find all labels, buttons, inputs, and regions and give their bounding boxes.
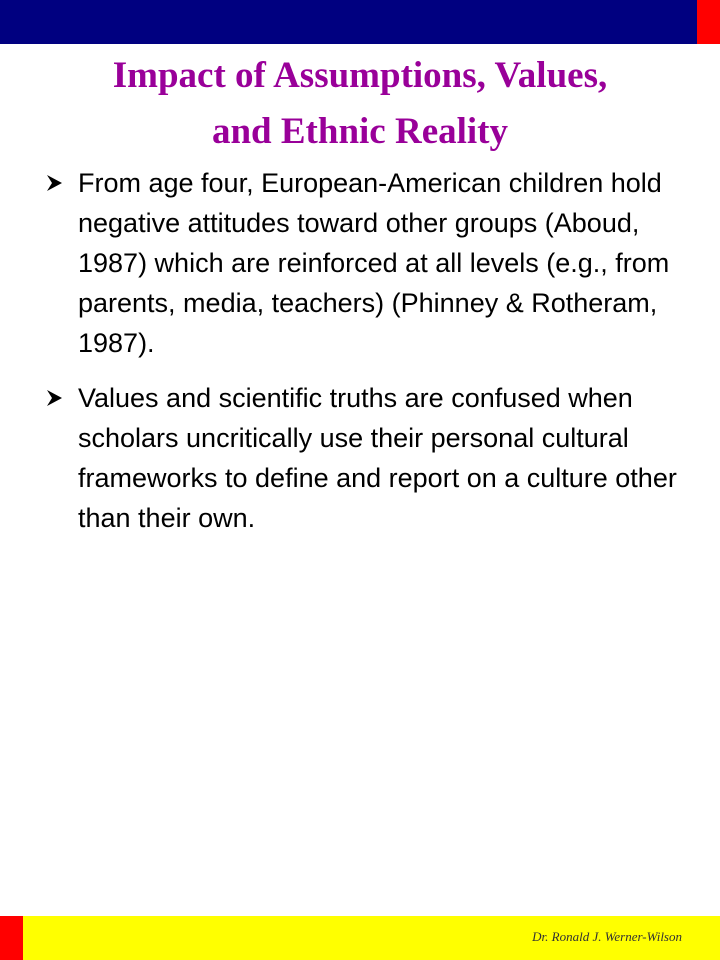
bullet-item [44, 378, 684, 538]
top-red-accent [697, 0, 720, 44]
slide-title-line-2: and Ethnic Reality [211, 111, 509, 152]
bullet-text: Values and scientific truths are confused when scholars uncritically use their personal cultural frameworks to define and report on a culture other than their own. [78, 383, 677, 533]
bottom-banner [0, 916, 720, 960]
slide-title-line-1: Impact of Assumptions, Values, [112, 55, 608, 96]
footer-author: Dr. Ronald J. Werner-Wilson [532, 929, 682, 944]
top-banner [0, 0, 720, 44]
bullet-list [44, 163, 684, 553]
arrowhead-bullet-icon [44, 388, 64, 408]
bottom-red-accent [0, 916, 23, 960]
bullet-item [44, 163, 684, 363]
bottom-yellow-bar [23, 916, 720, 960]
slide-title [40, 48, 680, 160]
bullet-text: From age four, European-American children hold negative attitudes toward other groups (Aboud, 1987) which are reinforced at all levels (e.g., from parents, media, teachers) (Phinney & Rotheram, 1987). [78, 168, 670, 358]
arrowhead-bullet-icon [44, 173, 64, 193]
top-navy-bar [0, 0, 697, 44]
